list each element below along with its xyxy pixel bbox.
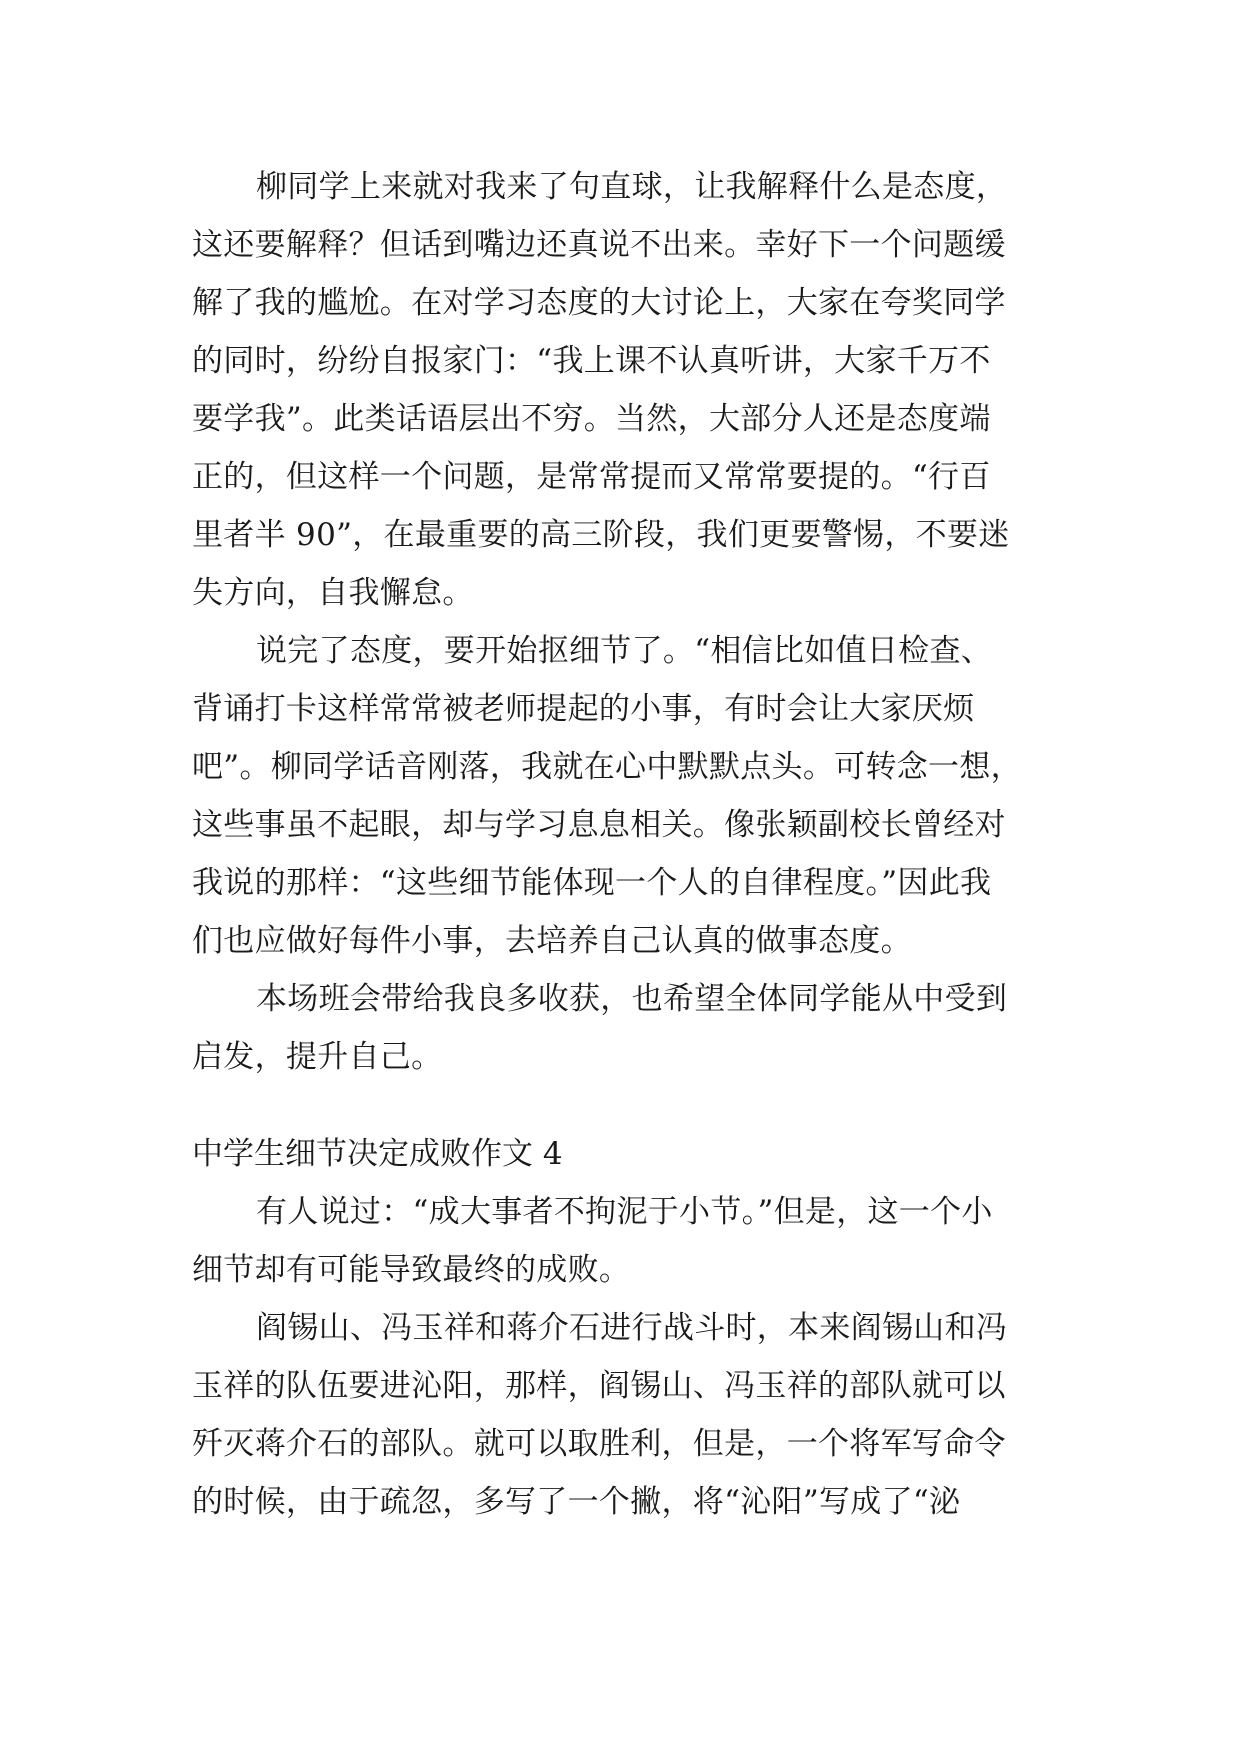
paragraph-3-line-1: 本场班会带给我良多收获，也希望全体同学能从中受到: [256, 981, 1008, 1017]
paragraph-2-line-1: 说完了态度，要开始抠细节了。“相信比如值日检查、: [256, 633, 993, 669]
paragraph-5-line-3: 歼灭蒋介石的部队。就可以取胜利，但是，一个将军写命令: [192, 1426, 1006, 1462]
paragraph-5-line-4: 的时候，由于疏忽，多写了一个撇，将“沁阳”写成了“泌: [192, 1484, 961, 1520]
paragraph-2-line-4: 这些事虽不起眼，却与学习息息相关。像张颖副校长曾经对: [192, 807, 1006, 843]
section-heading: 中学生细节决定成败作文 4: [192, 1136, 563, 1172]
paragraph-2-line-2: 背诵打卡这样常常被老师提起的小事，有时会让大家厌烦: [192, 691, 975, 727]
paragraph-1-line-7: 里者半 90”，在最重要的高三阶段，我们更要警惕，不要迷: [192, 517, 1010, 553]
paragraph-1-line-2: 这还要解释？但话到嘴边还真说不出来。幸好下一个问题缓: [192, 227, 1006, 263]
paragraph-4-line-1: 有人说过：“成大事者不拘泥于小节。”但是，这一个小: [256, 1194, 993, 1230]
paragraph-1-line-6: 正的，但这样一个问题，是常常提而又常常要提的。“行百: [192, 459, 991, 495]
paragraph-5-line-1: 阎锡山、冯玉祥和蒋介石进行战斗时，本来阎锡山和冯: [256, 1310, 1008, 1346]
paragraph-3-line-2: 启发，提升自己。: [192, 1039, 443, 1075]
paragraph-1-line-4: 的同时，纷纷自报家门：“我上课不认真听讲，大家千万不: [192, 343, 991, 379]
paragraph-1-line-5: 要学我”。此类话语层出不穷。当然，大部分人还是态度端: [192, 401, 991, 437]
paragraph-2-line-5: 我说的那样：“这些细节能体现一个人的自律程度。”因此我: [192, 865, 992, 901]
paragraph-1-line-1: 柳同学上来就对我来了句直球，让我解释什么是态度，: [256, 169, 1008, 205]
paragraph-1-line-8: 失方向，自我懈怠。: [192, 575, 474, 611]
paragraph-2-line-3: 吧”。柳同学话音刚落，我就在心中默默点头。可转念一想，: [192, 749, 1022, 785]
paragraph-4-line-2: 细节却有可能导致最终的成败。: [192, 1252, 631, 1288]
paragraph-1-line-3: 解了我的尴尬。在对学习态度的大讨论上，大家在夸奖同学: [192, 285, 1006, 321]
paragraph-2-line-6: 们也应做好每件小事，去培养自己认真的做事态度。: [192, 923, 912, 959]
paragraph-5-line-2: 玉祥的队伍要进沁阳，那样，阎锡山、冯玉祥的部队就可以: [192, 1368, 1006, 1404]
